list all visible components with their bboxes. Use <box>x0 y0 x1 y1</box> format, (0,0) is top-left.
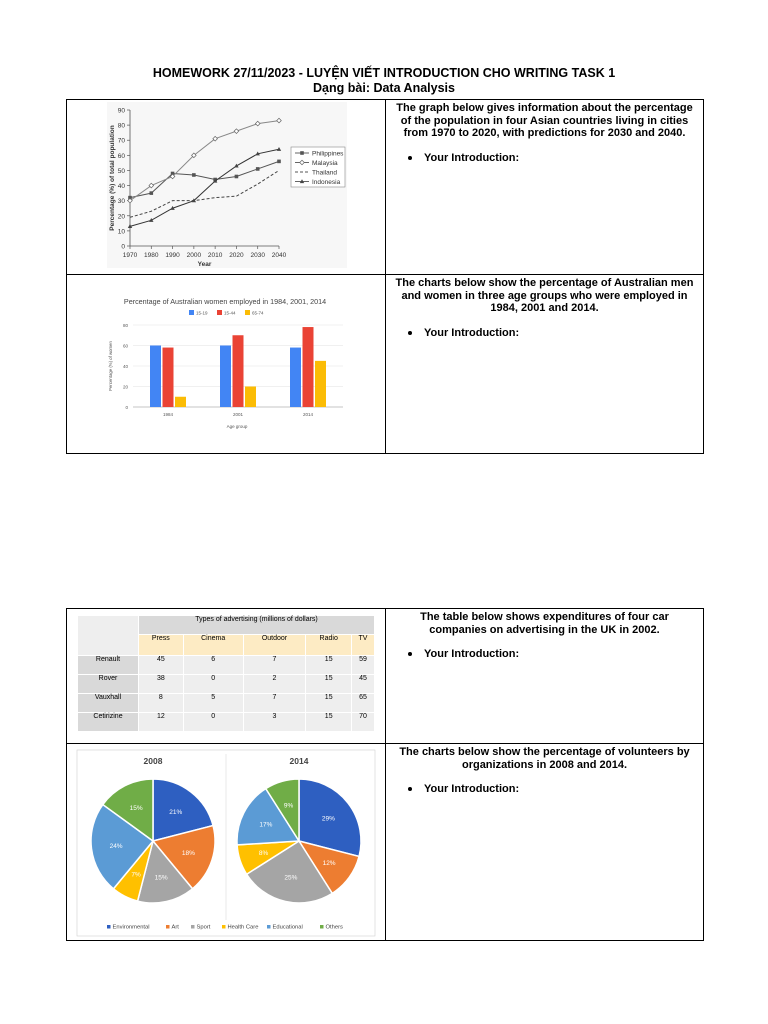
pie-charts <box>67 744 385 940</box>
bar-15-19-1984 <box>150 346 161 408</box>
x-tick-label: 2014 <box>302 412 314 417</box>
bar-15-44-1984 <box>163 348 174 407</box>
figure-cell-pie-charts <box>67 744 386 941</box>
y-tick-label: 10 <box>117 228 125 236</box>
table-cell: 45 <box>139 656 183 674</box>
table-cell: 15 <box>306 713 351 731</box>
x-tick-label: 2030 <box>250 252 265 259</box>
title-line-1: HOMEWORK 27/11/2023 - LUYỆN VIẾT INTRODUCTION CHO WRITING TASK 1 <box>152 66 616 80</box>
data-point-square <box>149 191 153 195</box>
slice-label: 15% <box>154 874 168 882</box>
line-chart <box>67 100 385 274</box>
your-introduction-item <box>408 327 703 339</box>
legend-label: Indonesia <box>312 178 341 186</box>
table-cell: 15 <box>306 656 351 674</box>
legend-label: Philippines <box>312 150 344 158</box>
your-introduction-item <box>408 152 703 164</box>
slice-label: 9% <box>283 802 294 810</box>
slice-label: 12% <box>322 860 336 868</box>
x-tick-label: 2001 <box>232 412 244 417</box>
slice-label: 24% <box>109 842 123 850</box>
task-cell-1 <box>386 100 704 275</box>
y-tick-label: 20 <box>122 384 128 390</box>
your-introduction-item <box>408 783 703 795</box>
table-row <box>78 713 374 731</box>
bar-15-19-2001 <box>220 346 231 408</box>
table-row <box>78 675 374 693</box>
legend-swatch <box>267 925 271 929</box>
legend-label: 15-19 <box>196 310 208 316</box>
your-introduction-item <box>408 648 703 660</box>
your-introduction-label: Your Introduction: <box>424 151 520 164</box>
x-tick-label: 1980 <box>144 252 159 259</box>
pie-title: 2008 <box>143 756 163 766</box>
y-tick-label: 90 <box>117 107 125 115</box>
legend-swatch <box>166 925 170 929</box>
bullet-icon <box>408 787 412 791</box>
y-tick-label: 30 <box>117 198 125 206</box>
pie-title: 2014 <box>289 756 309 766</box>
column-header: Radio <box>306 635 351 655</box>
your-introduction-label: Your Introduction: <box>424 648 520 660</box>
y-tick-label: 50 <box>117 167 125 175</box>
slice-label: 7% <box>131 871 141 879</box>
table-row <box>78 656 374 674</box>
column-header: TV <box>352 635 374 655</box>
table-cell: 65 <box>352 694 374 712</box>
legend-label: Thailand <box>312 169 337 177</box>
figure-cell-line-chart <box>67 100 386 275</box>
task-description: The table below shows expenditures of four car companies on advertising in the UK in 2002. <box>420 611 669 636</box>
data-point-square <box>256 167 260 171</box>
row-label: Cetirizine <box>78 713 138 731</box>
legend-swatch <box>320 925 324 929</box>
slice-label: 15% <box>129 805 143 813</box>
table-cell: 0 <box>184 713 243 731</box>
y-tick-label: 80 <box>117 122 125 130</box>
x-tick-label: 2040 <box>271 252 287 259</box>
legend-swatch <box>191 925 195 929</box>
y-tick-label: 0 <box>121 243 125 251</box>
y-tick-label: 60 <box>122 343 128 349</box>
table-row <box>78 694 374 712</box>
bullet-icon <box>408 156 412 160</box>
table-cell: 45 <box>352 675 374 693</box>
table-cell: 5 <box>184 694 243 712</box>
table-title: Types of advertising (millions of dollars) <box>139 616 374 634</box>
homework-table-1 <box>66 99 704 454</box>
legend-swatch <box>107 925 111 929</box>
task-description: The graph below gives information about the percentage of the population in four Asian countries living in cities from 1970 to 2020, with predictions for 2030 and 2040. <box>396 102 693 139</box>
y-tick-label: 20 <box>117 213 125 221</box>
task-description: The charts below show the percentage of volunteers by organizations in 2008 and 2014. <box>399 746 690 771</box>
row-label: Vauxhall <box>78 694 138 712</box>
bullet-icon <box>408 652 412 656</box>
legend-label: Environmental <box>112 924 150 931</box>
y-axis-title: Percentage (%) of women <box>108 341 113 391</box>
data-point-square <box>235 175 239 179</box>
row-label: Rover <box>78 675 138 693</box>
task-cell-3 <box>386 609 704 744</box>
table-cell: 15 <box>306 675 351 693</box>
chart-title: Percentage of Australian women employed in 1984, 2001, 2014 <box>123 297 327 306</box>
page-title <box>0 66 768 96</box>
table-cell: 7 <box>244 656 306 674</box>
table-cell: 0 <box>184 675 243 693</box>
legend-label: Sport <box>196 924 211 931</box>
bar-65-74-1984 <box>175 397 186 407</box>
slice-label: 18% <box>181 849 195 857</box>
legend-swatch <box>222 925 226 929</box>
data-point-square <box>192 173 196 177</box>
legend <box>291 147 345 187</box>
table-cell: 12 <box>139 713 183 731</box>
y-tick-label: 0 <box>125 404 128 410</box>
your-introduction-label: Your Introduction: <box>424 326 520 339</box>
slice-label: 25% <box>284 874 298 882</box>
table-cell: 38 <box>139 675 183 693</box>
your-introduction-label: Your Introduction: <box>424 783 520 795</box>
x-tick-label: 1984 <box>162 412 174 417</box>
legend-label: 65-74 <box>252 310 264 316</box>
bar-15-44-2014 <box>303 327 314 407</box>
legend-label: Health Care <box>227 924 259 931</box>
task-cell-4 <box>386 744 704 941</box>
table-cell: 15 <box>306 694 351 712</box>
bar-15-44-2001 <box>233 335 244 407</box>
figure-cell-bar-chart <box>67 275 386 454</box>
legend-label: Educational <box>272 924 303 931</box>
y-tick-label: 70 <box>117 137 125 145</box>
table-corner <box>78 616 138 655</box>
y-tick-label: 40 <box>117 183 125 191</box>
table-cell: 2 <box>244 675 306 693</box>
legend-swatch <box>245 310 250 315</box>
bar-65-74-2001 <box>245 387 256 408</box>
legend-swatch <box>189 310 194 315</box>
homework-table-2 <box>66 608 704 941</box>
column-header: Outdoor <box>244 635 306 655</box>
table-cell: 7 <box>244 694 306 712</box>
legend-label: 15-44 <box>224 310 236 316</box>
legend-label: Art <box>171 924 179 931</box>
table-cell: 70 <box>352 713 374 731</box>
figure-cell-ad-table <box>67 609 386 744</box>
data-point-square <box>300 151 304 155</box>
slice-label: 29% <box>321 815 335 823</box>
x-tick-label: 1990 <box>165 252 180 259</box>
task-cell-2 <box>386 275 704 454</box>
legend-label: Others <box>325 924 343 931</box>
bar-chart <box>67 275 385 453</box>
x-tick-label: 2000 <box>186 252 202 259</box>
table-cell: 8 <box>139 694 183 712</box>
x-tick-label: 2020 <box>229 252 244 259</box>
y-axis-title: Percentage (%) of total population <box>109 125 116 231</box>
bar-65-74-2014 <box>315 361 326 407</box>
title-line-2: Dạng bài: Data Analysis <box>313 81 455 95</box>
row-label: Renault <box>78 656 138 674</box>
bullet-icon <box>408 331 412 335</box>
legend-swatch <box>217 310 222 315</box>
y-tick-label: 60 <box>117 152 125 160</box>
y-tick-label: 80 <box>122 322 128 328</box>
slice-label: 8% <box>258 849 269 857</box>
column-header: Cinema <box>184 635 243 655</box>
advertising-table <box>77 615 375 732</box>
bar-15-19-2014 <box>290 348 301 407</box>
slice-label: 21% <box>169 808 183 816</box>
legend-label: Malaysia <box>312 159 338 167</box>
table-cell: 6 <box>184 656 243 674</box>
x-tick-label: 1970 <box>122 252 138 259</box>
table-cell: 3 <box>244 713 306 731</box>
x-tick-label: 2010 <box>207 252 223 259</box>
slice-label: 17% <box>259 821 273 829</box>
y-tick-label: 40 <box>122 363 128 369</box>
data-point-square <box>277 160 281 164</box>
task-description: The charts below show the percentage of Australian men and women in three age groups who were employed in 1984, 2001 and 2014. <box>395 277 694 314</box>
x-axis-title: Age group <box>226 424 248 429</box>
x-axis-title: Year <box>197 261 212 268</box>
table-cell: 59 <box>352 656 374 674</box>
column-header: Press <box>139 635 183 655</box>
